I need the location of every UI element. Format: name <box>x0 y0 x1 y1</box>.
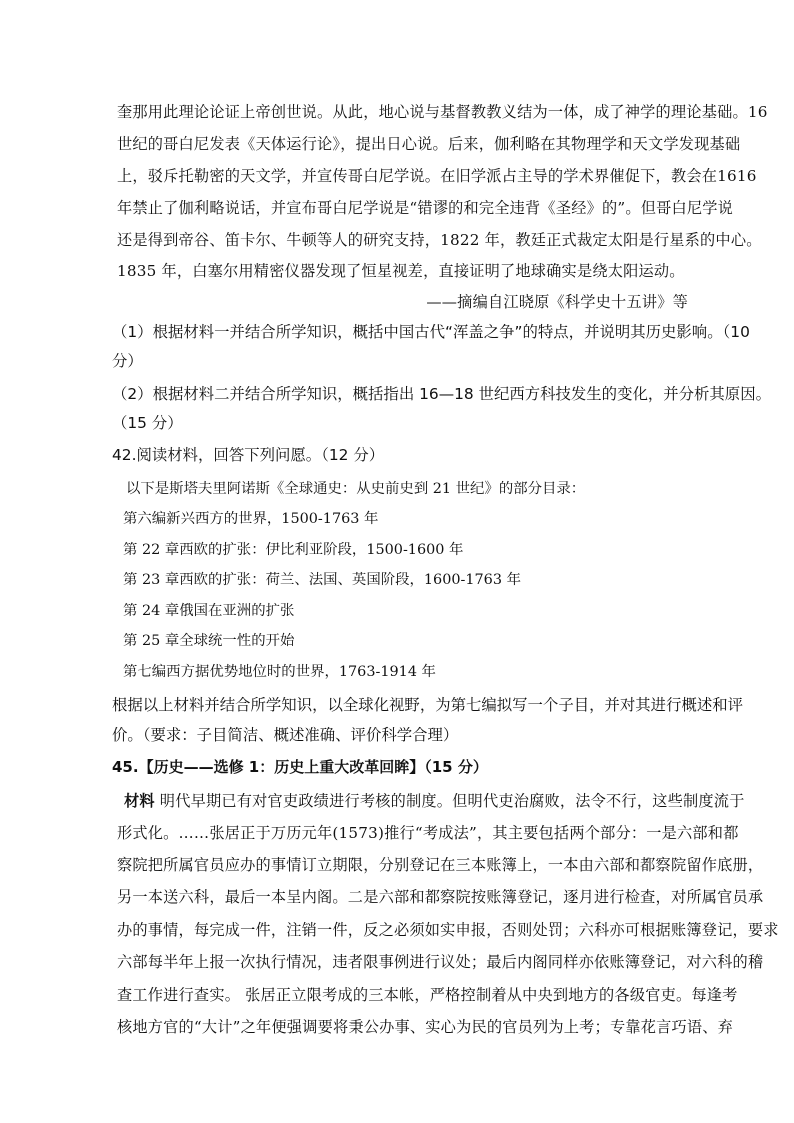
material-two-line: 年禁止了伽利略说话，并宣布哥白尼学说是“错谬的和完全违背《圣经》的”。但哥白尼学说 <box>117 199 734 217</box>
question-42-intro: 以下是斯塔夫里阿诺斯《全球通史：从史前史到 21 世纪》的部分目录： <box>126 481 586 497</box>
toc-item: 第 23 章西欧的扩张：荷兰、法国、英国阶段，1600-1763 年 <box>123 572 521 588</box>
question-45-line: 另一本送六科，最后一本呈内阁。二是六部和都察院按账簿登记，逐月进行检查，对所属官员承 <box>117 888 764 906</box>
toc-item: 第 22 章西欧的扩张：伊比利亚阶段，1500-1600 年 <box>123 542 464 558</box>
toc-item: 第 25 章全球统一性的开始 <box>123 633 295 649</box>
question-45-first-line <box>124 791 745 811</box>
question-41-1-line: （1）根据材料一并结合所学知识，概括中国古代“浑盖之争”的特点，并说明其历史影响。（10 <box>112 323 750 341</box>
question-42-prompt-line: 价。（要求：子目简洁、概述准确、评价科学合理） <box>112 726 459 744</box>
toc-item: 第 24 章俄国在亚洲的扩张 <box>123 603 295 619</box>
question-45-title: 45.【历史——选修 1：历史上重大改革回眸】（15 分） <box>112 758 488 776</box>
toc-item: 第七编西方据优势地位时的世界，1763-1914 年 <box>123 664 436 680</box>
question-45-line: 核地方官的“大计”之年便强调要将秉公办事、实心为民的官员列为上考；专靠花言巧语、弃 <box>117 1018 734 1036</box>
question-41-2-line: （15 分） <box>112 414 183 432</box>
material-label: 材料 <box>124 792 155 810</box>
question-42-title: 42.阅读材料，回答下列问愿。（12 分） <box>112 446 385 464</box>
question-45-line: 形式化。……张居正于万历元年(1573)推行“考成法”，其主要包括两个部分：一是六部和都 <box>117 824 739 842</box>
question-45-line: 察院把所属官员应办的事情订立期限，分别登记在三本账簿上，一本由六部和都察院留作底册， <box>117 856 764 874</box>
material-two-line: 1835 年，白塞尔用精密仪器发现了恒星视差，直接证明了地球确实是绕太阳运动。 <box>117 262 685 280</box>
material-two-line: 世纪的哥白尼发表《天体运行论》，提出日心说。后来，伽利略在其物理学和天文学发现基础 <box>117 135 741 153</box>
material-text: 明代早期已有对官吏政绩进行考核的制度。但明代吏治腐败，法令不行，这些制度流于 <box>154 792 745 810</box>
material-two-line: 还是得到帝谷、笛卡尔、牛顿等人的研究支持，1822 年，教廷正式裁定太阳是行星系的中心。 <box>117 231 762 249</box>
question-41-1-line: 分） <box>112 352 143 370</box>
material-source: ——摘编自江晓原《科学史十五讲》等 <box>426 293 688 311</box>
question-45-line: 查工作进行查实。 张居正立限考成的三本帐，严格控制着从中央到地方的各级官吏。每逢考 <box>117 986 738 1004</box>
toc-item: 第六编新兴西方的世界，1500-1763 年 <box>123 511 379 527</box>
question-45-line: 办的事情，每完成一件，注销一件，反之必须如实申报，否则处罚；六科亦可根据账簿登记，要求 <box>117 921 779 939</box>
material-two-line: 奎那用此理论论证上帝创世说。从此，地心说与基督教教义结为一体，成了神学的理论基础。16 <box>117 103 768 121</box>
question-42-prompt-line: 根据以上材料并结合所学知识，以全球化视野，为第七编拟写一个子目，并对其进行概述和评 <box>112 696 744 714</box>
question-45-line: 六部每半年上报一次执行情况，违者限事例进行议处；最后内阁同样亦依账簿登记，对六科的稽 <box>117 953 764 971</box>
question-41-2-line: （2）根据材料二并结合所学知识，概括指出 16—18 世纪西方科技发生的变化，并分析其原因。 <box>112 385 771 403</box>
material-two-line: 上，驳斥托勒密的天文学，并宣传哥白尼学说。在旧学派占主导的学术界催促下，教会在1616 <box>117 167 757 185</box>
